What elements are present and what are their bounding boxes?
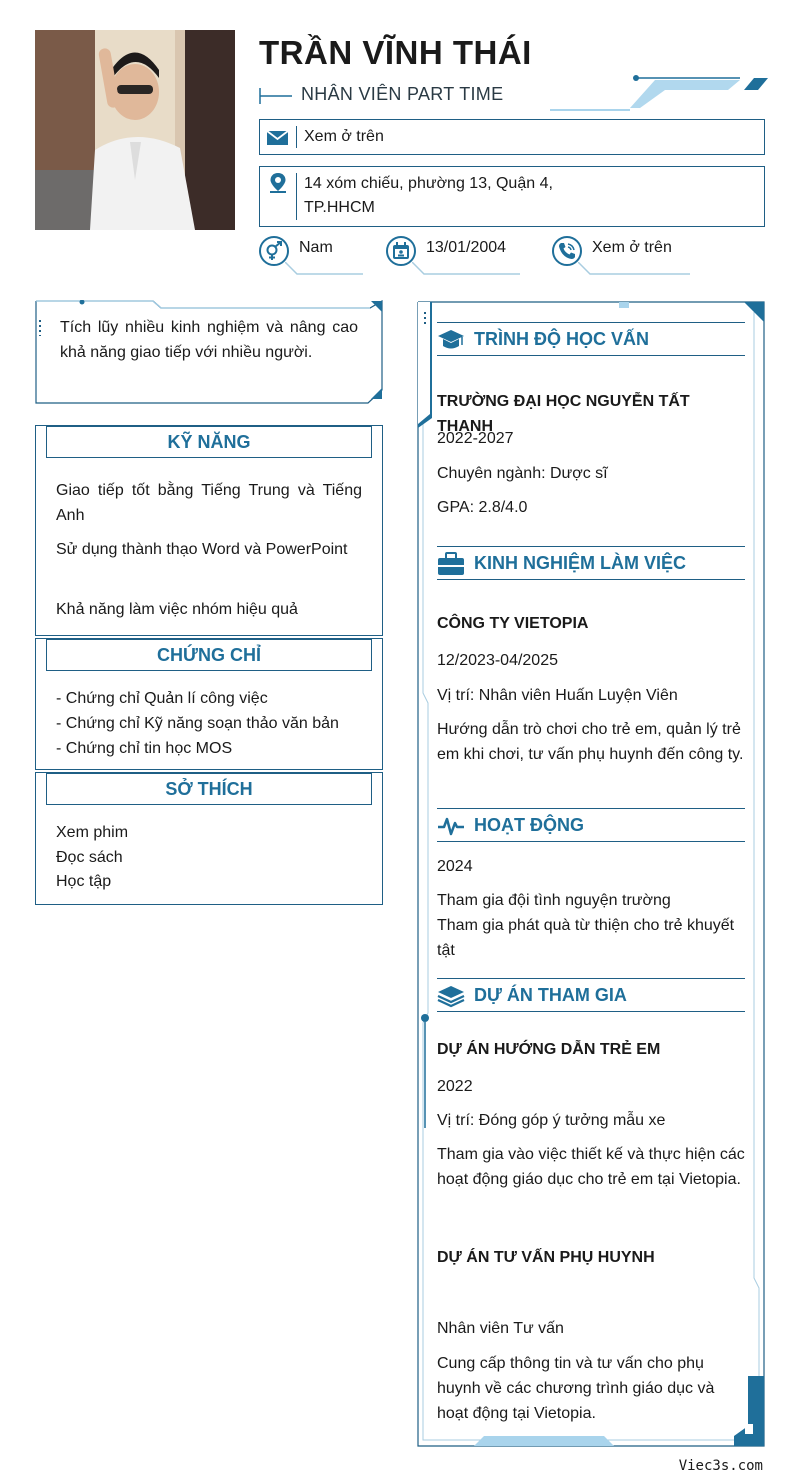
project-2-name: DỰ ÁN TƯ VẤN PHỤ HUYNH <box>437 1249 655 1266</box>
location-pin-icon <box>266 172 290 194</box>
briefcase-icon <box>437 552 465 576</box>
tech-decoration <box>540 74 770 114</box>
experience-title: KINH NGHIỆM LÀM VIỆC <box>474 553 687 573</box>
education-header <box>437 322 745 356</box>
email-box <box>259 119 765 155</box>
skill-item: Giao tiếp tốt bằng Tiếng Trung và Tiếng Anh <box>56 482 362 524</box>
skills-title: KỸ NĂNG <box>46 426 372 458</box>
activities-year: 2024 <box>437 858 473 875</box>
projects-header <box>437 978 745 1012</box>
project-1-role: Vị trí: Đóng góp ý tưởng mẫu xe <box>437 1112 666 1129</box>
hobby-item: Đọc sách <box>56 849 123 866</box>
education-school: TRƯỜNG ĐẠI HỌC NGUYỄN TẤT THANH <box>437 393 690 435</box>
birthday-item <box>386 236 536 276</box>
activity-item: Tham gia phát quà từ thiện cho trẻ khuyết tật <box>437 917 735 959</box>
experience-header <box>437 546 745 580</box>
certificate-item: - Chứng chỉ Kỹ năng soạn thảo văn bản <box>56 715 339 732</box>
project-1-name: DỰ ÁN HƯỚNG DẪN TRẺ EM <box>437 1041 661 1058</box>
birthday-value: 13/01/2004 <box>426 239 507 256</box>
hobby-item: Học tập <box>56 873 112 890</box>
skills-section <box>35 425 383 636</box>
pulse-icon <box>437 814 465 838</box>
profile-photo <box>35 30 235 230</box>
phone-icon <box>557 241 577 261</box>
gender-item <box>259 236 389 276</box>
phone-value: Xem ở trên <box>592 239 672 256</box>
activity-item: Tham gia đội tình nguyện trường <box>437 892 671 909</box>
objective-box <box>35 300 383 404</box>
education-major: Chuyên ngành: Dược sĩ <box>437 465 608 482</box>
project-2-role: Nhân viên Tư vấn <box>437 1320 564 1337</box>
project-2-description: Cung cấp thông tin và tư vấn cho phụ huynh về các chương trình giáo dục và hoạt động tại Vietopia. <box>437 1355 715 1422</box>
gender-value: Nam <box>299 239 333 256</box>
email-value: Xem ở trên <box>304 128 384 145</box>
education-period: 2022-2027 <box>437 430 514 447</box>
experience-description: Hướng dẫn trò chơi cho trẻ em, quản lý trẻ em khi chơi, tư vấn phụ huynh đến công ty. <box>437 721 744 763</box>
job-title: NHÂN VIÊN PART TIME <box>301 84 504 104</box>
certificates-title: CHỨNG CHỈ <box>46 639 372 671</box>
graduation-cap-icon <box>437 328 465 352</box>
address-line-2: TP.HHCM <box>304 199 375 216</box>
project-1-year: 2022 <box>437 1078 473 1095</box>
certificate-item: - Chứng chỉ tin học MOS <box>56 740 233 757</box>
education-title: TRÌNH ĐỘ HỌC VẤN <box>474 329 649 349</box>
layers-icon <box>437 984 465 1008</box>
hobbies-title: SỞ THÍCH <box>46 773 372 805</box>
activities-header <box>437 808 745 842</box>
title-line-decoration <box>259 86 293 106</box>
certificate-item: - Chứng chỉ Quản lí công việc <box>56 690 268 707</box>
experience-company: CÔNG TY VIETOPIA <box>437 615 589 632</box>
education-gpa: GPA: 2.8/4.0 <box>437 499 528 516</box>
address-line-1: 14 xóm chiếu, phường 13, Quận 4, <box>304 175 553 192</box>
phone-item <box>552 236 692 276</box>
experience-period: 12/2023-04/2025 <box>437 652 558 669</box>
projects-title: DỰ ÁN THAM GIA <box>474 985 627 1005</box>
experience-position: Vị trí: Nhân viên Huấn Luyện Viên <box>437 687 678 704</box>
project-1-description: Tham gia vào việc thiết kế và thực hiện các hoạt động giáo dục cho trẻ em tại Vietopia. <box>437 1146 745 1188</box>
activities-title: HOẠT ĐỘNG <box>474 815 584 835</box>
candidate-name: TRẦN VĨNH THÁI <box>259 34 532 71</box>
objective-text: Tích lũy nhiều kinh nghiệm và nâng cao khả năng giao tiếp với nhiều người. <box>60 319 358 361</box>
certificates-section <box>35 638 383 770</box>
mail-icon <box>266 127 290 149</box>
hobby-item: Xem phim <box>56 824 129 841</box>
skill-item: Khả năng làm việc nhóm hiệu quả <box>56 601 298 618</box>
skill-item: Sử dụng thành thạo Word và PowerPoint <box>56 541 348 558</box>
gender-icon <box>264 241 284 261</box>
calendar-icon <box>392 242 410 260</box>
watermark: Viec3s.com <box>678 1458 763 1474</box>
address-box <box>259 166 765 227</box>
hobbies-section <box>35 772 383 905</box>
